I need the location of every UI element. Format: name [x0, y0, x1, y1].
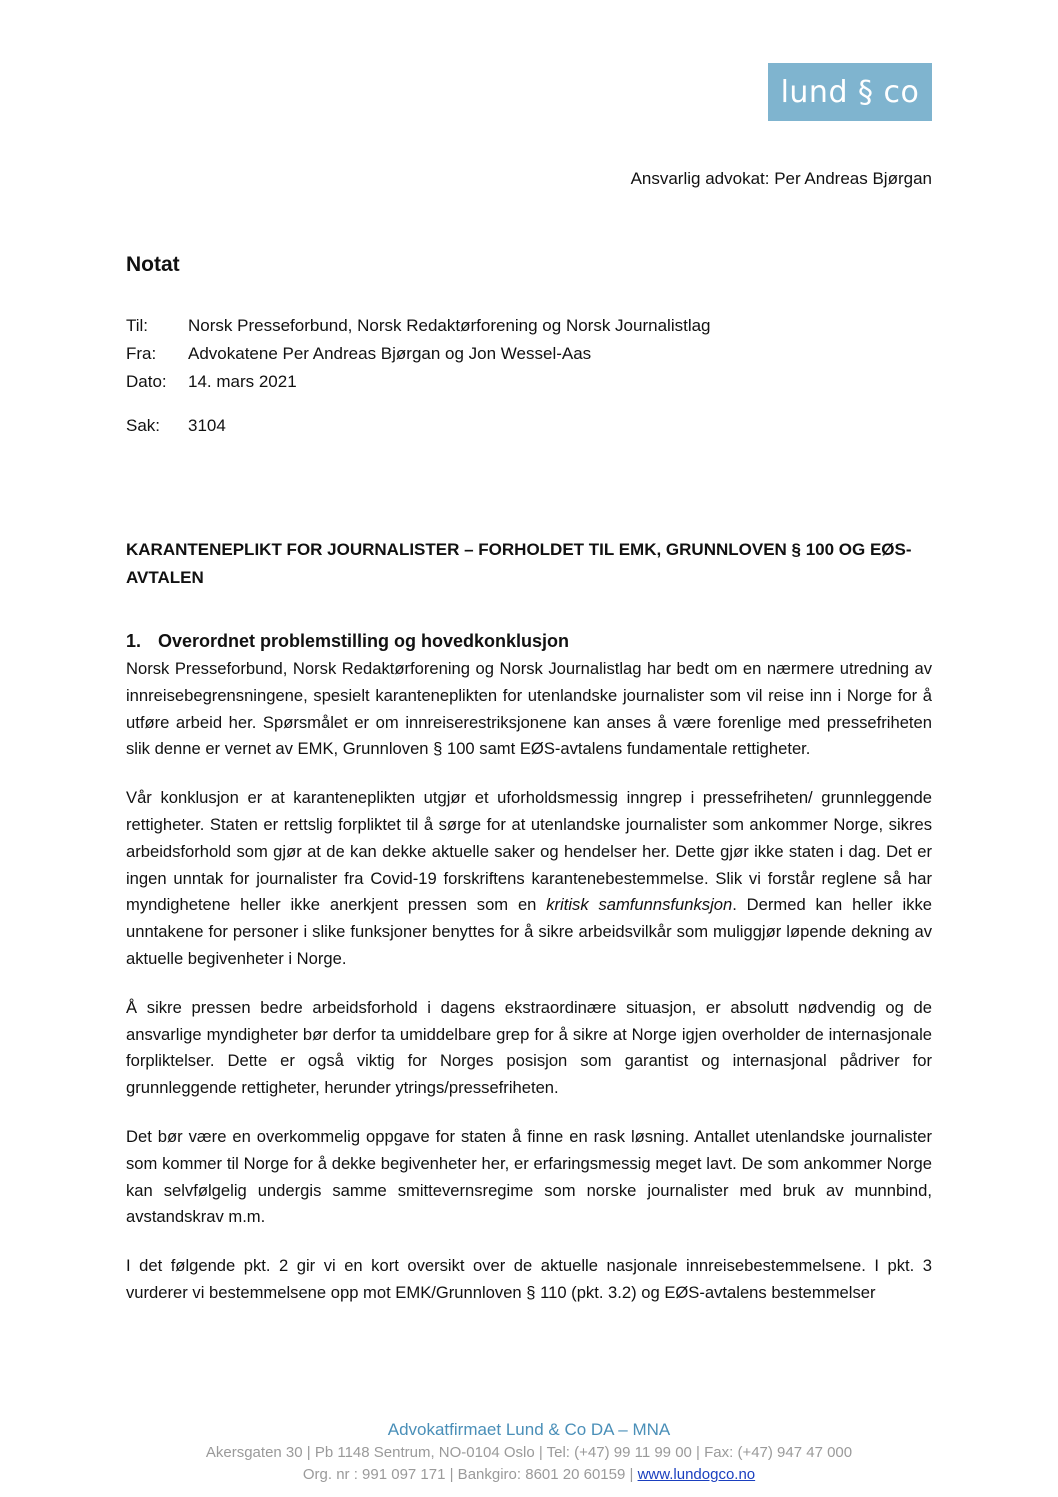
meta-row-to — [126, 312, 826, 340]
meta-key: Til: — [126, 316, 149, 335]
paragraph-5: I det følgende pkt. 2 gir vi en kort oversikt over de aktuelle nasjonale innreisebestemmelsene. I pkt. 3 vurderer vi bestemmelsene opp mot EMK/Grunnloven § 110 (pkt. 3.2) og EØS-avtalens bestemmelser — [126, 1256, 932, 1302]
meta-row-from — [126, 340, 826, 368]
footer-firm-name: Advokatfirmaet Lund & Co DA – MNA — [387, 1420, 671, 1439]
website-link[interactable]: www.lundogco.no — [637, 1466, 756, 1483]
logo-text: lund § co — [780, 74, 920, 110]
company-logo — [768, 63, 932, 121]
page-footer — [0, 1418, 1058, 1486]
memo-heading: KARANTENEPLIKT FOR JOURNALISTER – FORHOLDET TIL EMK, GRUNNLOVEN § 100 OG EØS-AVTALEN — [126, 540, 912, 587]
footer-org-text: Org. nr : 991 097 171 | Bankgiro: 8601 20 60159 | — [302, 1466, 638, 1483]
paragraph-3: Å sikre pressen bedre arbeidsforhold i dagens ekstraordinære situasjon, er absolutt nødvendig og de ansvarlige myndigheter bør derfor ta umiddelbare grep for å sikre at Norge igjen overholder de internasjonale forpliktelser. Dette er også viktig for Norges posisjon som garantist og internasjonal pådriver for grunnleggende rettigheter, herunder ytrings/pressefriheten. — [126, 997, 932, 1098]
meta-key: Fra: — [126, 344, 157, 363]
paragraph-2-emphasis: kritisk samfunnsfunksjon — [546, 895, 733, 915]
footer-org-line — [0, 1464, 1058, 1486]
meta-row-date — [126, 368, 826, 396]
document-title: Notat — [126, 253, 180, 276]
meta-value: 3104 — [188, 416, 226, 435]
meta-value: 14. mars 2021 — [188, 372, 297, 391]
meta-row-case — [126, 412, 826, 440]
paragraph-2-text-a: Vår konklusjon er at karanteneplikten utgjør et uforholdsmessig inngrep i pressefriheten/ grunnleggende rettigheter. Staten er rettslig forpliktet til å sørge for at utenlandske journalister som ankommer Norge, sikres arbeidsforhold som gjør at de kan dekke aktuelle saker og hendelser her. Dette gjør ikke staten i dag. Det er ingen unntak for journalister fra Covid-19 forskriftens karantenebestemmelse. Slik vi forstår reglene så har myndighetene heller ikke anerkjent pressen som en — [126, 788, 932, 915]
paragraph-1: Norsk Presseforbund, Norsk Redaktørforening og Norsk Journalistlag har bedt om en nærmere utredning av innreisebegrensningene, spesielt karanteneplikten for utenlandske journalister som vil reise inn i Norge for å utføre arbeid her. Spørsmålet er om innreiserestriksjonene kan anses å være forenlige med pressefriheten slik denne er vernet av EMK, Grunnloven § 100 samt EØS-avtalens fundamentale rettigheter. — [126, 659, 932, 759]
memo-meta — [126, 312, 826, 440]
meta-value: Advokatene Per Andreas Bjørgan og Jon Wessel-Aas — [188, 344, 592, 363]
meta-value: Norsk Presseforbund, Norsk Redaktørforening og Norsk Journalistlag — [188, 316, 711, 335]
paragraph-2 — [126, 785, 932, 973]
responsible-attorney: Ansvarlig advokat: Per Andreas Bjørgan — [630, 169, 932, 188]
section-number: 1. — [126, 631, 142, 651]
section-heading — [126, 631, 569, 652]
section-title-text: Overordnet problemstilling og hovedkonklusjon — [158, 631, 570, 651]
meta-key: Sak: — [126, 416, 161, 435]
meta-key: Dato: — [126, 372, 167, 391]
footer-address: Akersgaten 30 | Pb 1148 Sentrum, NO-0104 Oslo | Tel: (+47) 99 11 99 00 | Fax: (+47) 947 47 000 — [205, 1444, 853, 1461]
paragraph-4: Det bør være en overkommelig oppgave for staten å finne en rask løsning. Antallet utenlandske journalister som kommer til Norge for å dekke begivenheter her, er erfaringsmessig meget lavt. De som ankommer Norge kan selvfølgelig undergis samme smittevernsregime som norske journalister med bruk av munnbind, avstandskrav m.m. — [126, 1126, 932, 1227]
memo-body — [126, 656, 932, 1329]
paragraph-2-text-b: . Dermed kan heller ikke unntakene for personer i slike funksjoner benyttes for å sikre arbeidsvilkår som muliggjør løpende dekning av aktuelle begivenheter i Norge. — [126, 895, 933, 968]
